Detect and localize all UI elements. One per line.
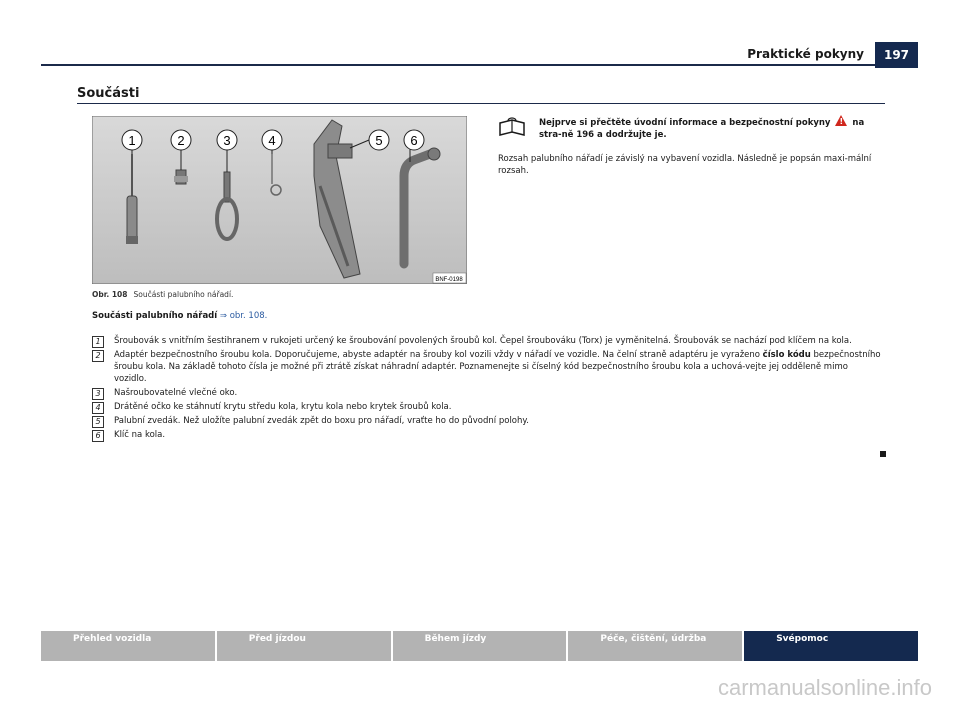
adapter-drawing [174, 170, 188, 184]
tools-figure [92, 116, 467, 284]
callout-label: 5 [375, 133, 383, 148]
callout-label: 4 [268, 133, 276, 148]
section-end-mark [880, 451, 886, 457]
parts-list [92, 335, 882, 443]
running-header-title: Praktické pokyny [747, 47, 864, 61]
nav-tab-while-driving[interactable]: Během jízdy [393, 631, 567, 661]
item-text: Drátěné očko ke stáhnutí krytu středu kola, krytu kola nebo krytek šroubů kola. [114, 402, 452, 412]
book-icon [498, 117, 526, 137]
item-text-bold: číslo kódu [762, 350, 811, 360]
item-number: 4 [92, 402, 104, 414]
list-item [92, 401, 882, 413]
warning-icon [835, 115, 847, 126]
item-text-cont: bezpečnostního šroubu kola. Na základě tohoto čísla je možné při ztrátě získat náhradní adaptér. Poznamenejte si číselný kód bezpečnostního šroubu kola a uchová-vejte jej odděleně mimo vozidlo. [114, 350, 881, 384]
item-number: 2 [92, 350, 104, 362]
header-rule [41, 64, 875, 66]
caption-text: Součásti palubního nářadí. [133, 290, 234, 299]
list-item [92, 387, 882, 399]
item-number: 3 [92, 388, 104, 400]
item-text: Šroubovák s vnitřním šestihranem v rukojeti určený ke šroubování povolených šroubů kol. Čepel šroubováku (Torx) je vyměnitelná. Šroubovák se nachází pod klíčem na kola. [114, 336, 852, 346]
nav-tab-care[interactable]: Péče, čištění, údržba [568, 631, 742, 661]
callout-label: 2 [177, 133, 185, 148]
nav-tab-self-help[interactable]: Svépomoc [744, 631, 918, 661]
intro-paragraph: Rozsah palubního nářadí je závislý na vybavení vozidla. Následně je popsán maxi-mální rozsah. [498, 154, 872, 176]
watermark: carmanualsonline.info [717, 675, 932, 700]
caption-label: Obr. 108 [92, 290, 128, 299]
item-text: Palubní zvedák. Než uložíte palubní zvedák zpět do boxu pro nářadí, vraťte ho do původní polohy. [114, 416, 529, 426]
figure-caption [92, 290, 233, 299]
note-text-before: Nejprve si přečtěte úvodní informace a bezpečnostní pokyny [539, 118, 831, 128]
item-text: Našroubovatelné vlečné oko. [114, 388, 238, 398]
note-text [539, 115, 888, 141]
list-heading [92, 311, 267, 321]
item-number: 1 [92, 336, 104, 348]
item-text: Klíč na kola. [114, 430, 166, 440]
list-item [92, 335, 882, 347]
callout-label: 6 [410, 133, 418, 148]
item-number: 6 [92, 430, 104, 442]
section-title: Součásti [77, 86, 140, 101]
item-number: 5 [92, 416, 104, 428]
page-number: 197 [875, 42, 918, 68]
nav-tab-overview[interactable]: Přehled vozidla [41, 631, 215, 661]
nav-tab-before-driving[interactable]: Před jízdou [217, 631, 391, 661]
item-text: Adaptér bezpečnostního šroubu kola. Doporučujeme, abyste adaptér na šrouby kol vozili vždy v nářadí ve vozidle. Na čelní straně adaptéru je vyraženo [114, 350, 760, 360]
read-first-note [498, 115, 888, 141]
list-item [92, 415, 882, 427]
list-item [92, 349, 882, 385]
chapter-nav [41, 631, 918, 661]
figure-ref-link[interactable]: ⇒ obr. 108. [219, 311, 268, 321]
figure-code: BNF-0198 [435, 277, 463, 283]
list-heading-text: Součásti palubního nářadí [92, 311, 218, 321]
note-text-after: na stra-ně 196 a dodržujte je. [539, 118, 865, 140]
list-item [92, 429, 882, 441]
section-rule [77, 103, 885, 104]
callout-label: 3 [223, 133, 231, 148]
callout-label: 1 [128, 133, 136, 148]
